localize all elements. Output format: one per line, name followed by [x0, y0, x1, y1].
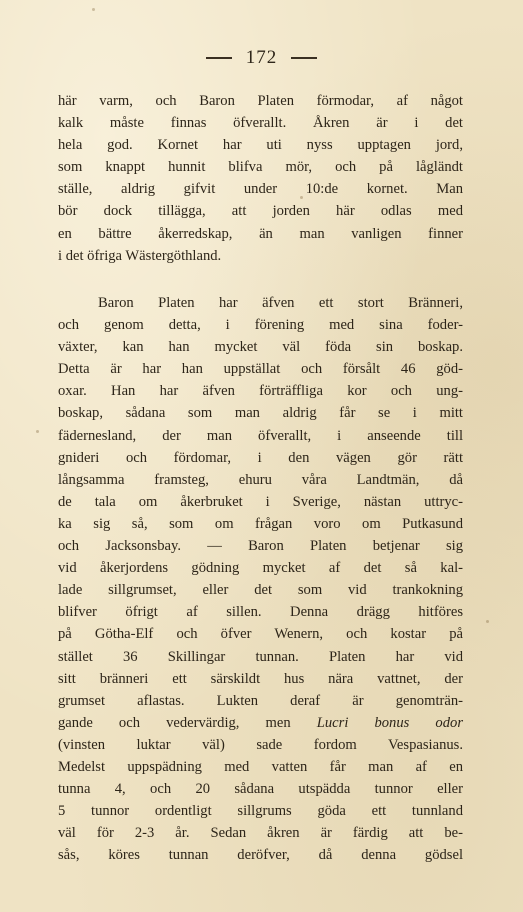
- page-number: 172: [245, 47, 278, 68]
- text-line: gnideri och fördomar, i den vägen gör rätt: [58, 449, 463, 466]
- text-line: lade sillgrumset, eller det som vid trankokning: [58, 582, 463, 599]
- text-line: (vinsten luktar väl) sade fordom Vespasianus.: [58, 736, 463, 753]
- text-line: som knappt hunnit blifva mör, och på lågländt: [58, 159, 463, 176]
- italic-latin-phrase: Lucri bonus odor: [316, 714, 463, 731]
- paragraph-1: [58, 90, 463, 267]
- text-line: och genom detta, i förening med sina foder-: [58, 317, 463, 334]
- text-line: tunna 4, och 20 sådana utspädda tunnor eller: [58, 781, 463, 798]
- text-line: ställe, aldrig gifvit under 10:de kornet. Man: [58, 181, 463, 198]
- paper-speck: [300, 196, 303, 199]
- paragraph-2: [58, 292, 463, 866]
- text-line: på Götha-Elf och öfver Wenern, och kostar på: [58, 626, 463, 643]
- header-dash-left: [206, 57, 232, 59]
- text-line: Detta är har han uppställat och försålt 46 göd-: [58, 361, 463, 378]
- text-line: blifver öfrigt af sillen. Denna drägg hitföres: [58, 604, 463, 621]
- text-line: i det öfriga Wästergöthland.: [58, 247, 222, 264]
- text-line: en bättre åkerredskap, än man vanligen finner: [58, 225, 463, 242]
- text-line-with-italic: [58, 712, 463, 734]
- text-line: långsamma framsteg, ehuru våra Landtmän, då: [58, 471, 463, 488]
- text-line: växter, kan han mycket väl föda sin boskap.: [58, 339, 463, 356]
- text-line: stället 36 Skillingar tunnan. Platen har vid: [58, 648, 463, 665]
- text-line: fädernesland, der man öfverallt, i anseende till: [58, 427, 463, 444]
- text-line: grumset aflastas. Lukten deraf är genomträn-: [58, 692, 463, 709]
- page-header: [0, 46, 523, 70]
- text-line: boskap, sådana som man aldrig får se i mitt: [58, 405, 463, 422]
- text-line: ka sig så, som om frågan voro om Putkasund: [58, 515, 463, 532]
- text-line: och Jacksonsbay. — Baron Platen betjenar sig: [58, 538, 463, 555]
- text-line: sitt bränneri ett särskildt hus nära vattnet, der: [58, 670, 463, 687]
- text-line: vid åkerjordens gödning mycket af det så kal-: [58, 560, 463, 577]
- text-line: sås, köres tunnan deröfver, då denna gödsel: [58, 847, 463, 864]
- text-line: 5 tunnor ordentligt sillgrums göda ett tunnland: [58, 803, 463, 820]
- paper-speck: [92, 8, 95, 11]
- text-line: här varm, och Baron Platen förmodar, af något: [58, 93, 463, 109]
- text-line: Baron Platen har äfven ett stort Bränneri,: [98, 295, 463, 311]
- text-line: oxar. Han har äfven förträffliga kor och ung-: [58, 383, 463, 400]
- paper-speck: [486, 620, 489, 623]
- text-line: Medelst uppspädning med vatten får man af en: [58, 758, 463, 775]
- text-line: kalk måste finnas öfverallt. Åkren är i det: [58, 115, 463, 132]
- text-line: bör dock tillägga, att jorden här odlas med: [58, 203, 463, 220]
- text-line: väl för 2-3 år. Sedan åkren är färdig att be-: [58, 825, 463, 842]
- header-dash-right: [291, 57, 317, 59]
- text-segment: gande och vedervärdig, men: [58, 714, 317, 731]
- paper-speck: [36, 430, 39, 433]
- text-line: hela god. Kornet har uti nyss upptagen jord,: [58, 137, 463, 154]
- text-line: de tala om åkerbruket i Sverige, nästan uttryc-: [58, 493, 463, 510]
